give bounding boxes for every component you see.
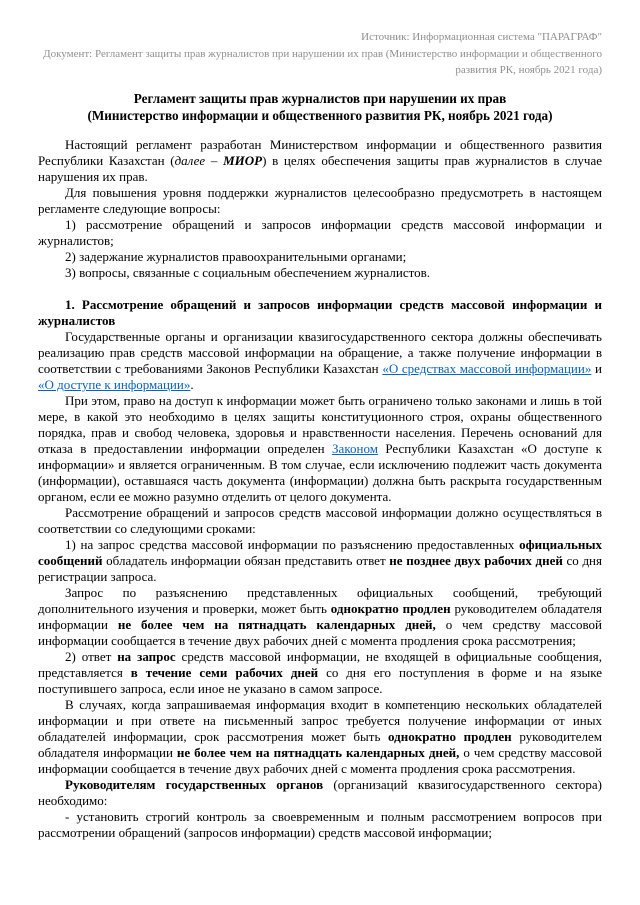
title-line-2: (Министерство информации и общественного развития РК, ноябрь 2021 года): [87, 108, 553, 124]
text-run: в течение семи рабочих дней: [130, 664, 319, 680]
title-line-1: Регламент защиты прав журналистов при нарушении их прав: [133, 91, 507, 107]
paragraph: [38, 809, 602, 841]
text-run: средств массовой информации, не входящей в официальные сообщения, представляется: [38, 649, 602, 680]
text-run: МИОР: [223, 153, 263, 169]
text-run: далее –: [174, 153, 224, 169]
paragraph-spacer: [38, 281, 602, 297]
text-run: При этом, право на доступ к информации может быть ограничено только законами и лишь в той мере, в какой это необходимо в целях защиты конституционного строя, охраны общественного порядка, прав и свобод человека, здоровья и нравственности населения. Перечень оснований для отказа в предоставлении информации определен: [38, 393, 602, 457]
text-run: о чем средству массовой информации сообщается в течение двух рабочих дней с момента продления срока рассмотрения.: [38, 744, 603, 776]
document-body: [38, 137, 602, 840]
text-run: о чем средству массовой информации сообщается в течение двух рабочих дней с момента продления срока рассмотрения;: [38, 617, 603, 649]
text-run: на запрос: [117, 649, 176, 664]
text-run: Запрос по разъяснению представленных официальных сообщений, требующий дополнительного изучения и проверки, может быть: [38, 585, 602, 617]
text-run: не более чем на пятнадцать календарных дней,: [117, 617, 436, 633]
document-title: [38, 90, 602, 124]
paragraph: [38, 697, 602, 777]
text-run: со дня его поступления в форме и на языке поступившего запроса, если иное не указано в самом запросе.: [38, 664, 602, 696]
text-run: 3) вопросы, связанные с социальным обеспечением журналистов.: [65, 265, 430, 281]
text-run: - установить строгий контроль за своевременным и полным рассмотрением вопросов при рассмотрении обращений (запросов информации) средств массовой информации;: [38, 808, 602, 840]
text-run: (организаций квазигосударственного сектора) необходимо:: [38, 776, 602, 808]
paragraph: [38, 249, 602, 265]
document-line: Документ: Регламент защиты прав журналистов при нарушении их прав (Министерство информации и общественного развития РК, ноябрь 2021 года): [43, 48, 602, 76]
paragraph: [38, 185, 602, 217]
text-run: В случаях, когда запрашиваемая информация входит в компетенцию нескольких обладателей информации и при ответе на письменный запрос требуется получение информации от иных обладателей информации, срок рассмотрения может быть: [38, 696, 602, 744]
paragraph: [38, 505, 602, 537]
text-run: ) в целях обеспечения защиты прав журналистов в случае нарушения их прав.: [38, 153, 603, 185]
text-run: Рассмотрение обращений и запросов средств массовой информации должно осуществляться в соответствии со следующими сроками:: [38, 505, 602, 537]
document-link[interactable]: Законом: [332, 441, 378, 457]
text-run: 2) ответ: [65, 649, 118, 664]
paragraph: [38, 777, 602, 809]
header-meta: [38, 30, 602, 78]
paragraph: [38, 265, 602, 281]
text-run: не позднее двух рабочих дней: [389, 553, 563, 569]
text-run: со дня регистрации запроса.: [38, 553, 602, 585]
text-run: Республики Казахстан «О доступе к информации» и является ограниченным. В том случае, если исключению подлежит часть документа (информации), оставшаяся часть документа (информации) должна быть раскрыта государственным органом, если ее можно разумно отделить от целого документа.: [38, 441, 602, 505]
text-run: руководителем обладателя информации: [38, 601, 602, 633]
text-run: Настоящий регламент разработан Министерством информации и общественного развития Республики Казахстан (: [38, 137, 602, 169]
text-run: .: [190, 377, 194, 393]
source-line: Источник: Информационная система "ПАРАГРАФ": [361, 31, 602, 43]
text-run: Для повышения уровня поддержки журналистов целесообразно предусмотреть в настоящем регламенте следующие вопросы:: [38, 185, 602, 217]
document-link[interactable]: «О средствах массовой информации»: [382, 361, 592, 377]
document-link[interactable]: «О доступе к информации»: [38, 377, 191, 393]
text-run: 1) на запрос средства массовой информации по разъяснению предоставленных: [65, 537, 520, 553]
text-run: 2) задержание журналистов правоохранительными органами;: [65, 249, 407, 265]
paragraph: [38, 585, 602, 649]
text-run: не более чем на пятнадцать календарных дней,: [176, 744, 460, 760]
text-run: 1) рассмотрение обращений и запросов информации средств массовой информации и журналистов;: [38, 217, 602, 249]
paragraph: [38, 217, 602, 249]
text-run: однократно продлен: [388, 728, 512, 744]
paragraph: [38, 649, 602, 697]
text-run: и: [591, 361, 602, 377]
text-run: официальных сообщений: [38, 537, 602, 569]
paragraph: [38, 393, 602, 505]
paragraph: [38, 329, 602, 393]
text-run: руководителем обладателя информации: [38, 728, 602, 760]
text-run: обладатель информации обязан представить ответ: [102, 553, 390, 569]
text-run: Государственные органы и организации квазигосударственного сектора должны обеспечивать реализацию прав средств массовой информации на обращение, а также получение информации в соответствии с требованиями Законов Республики Казахстан: [38, 329, 602, 377]
text-run: однократно продлен: [330, 601, 451, 617]
paragraph: [38, 537, 602, 585]
paragraph: [38, 137, 602, 185]
text-run: 1. Рассмотрение обращений и запросов информации средств массовой информации и журналистов: [38, 297, 602, 329]
section-heading: [38, 297, 602, 329]
text-run: Руководителям государственных органов: [65, 776, 324, 792]
